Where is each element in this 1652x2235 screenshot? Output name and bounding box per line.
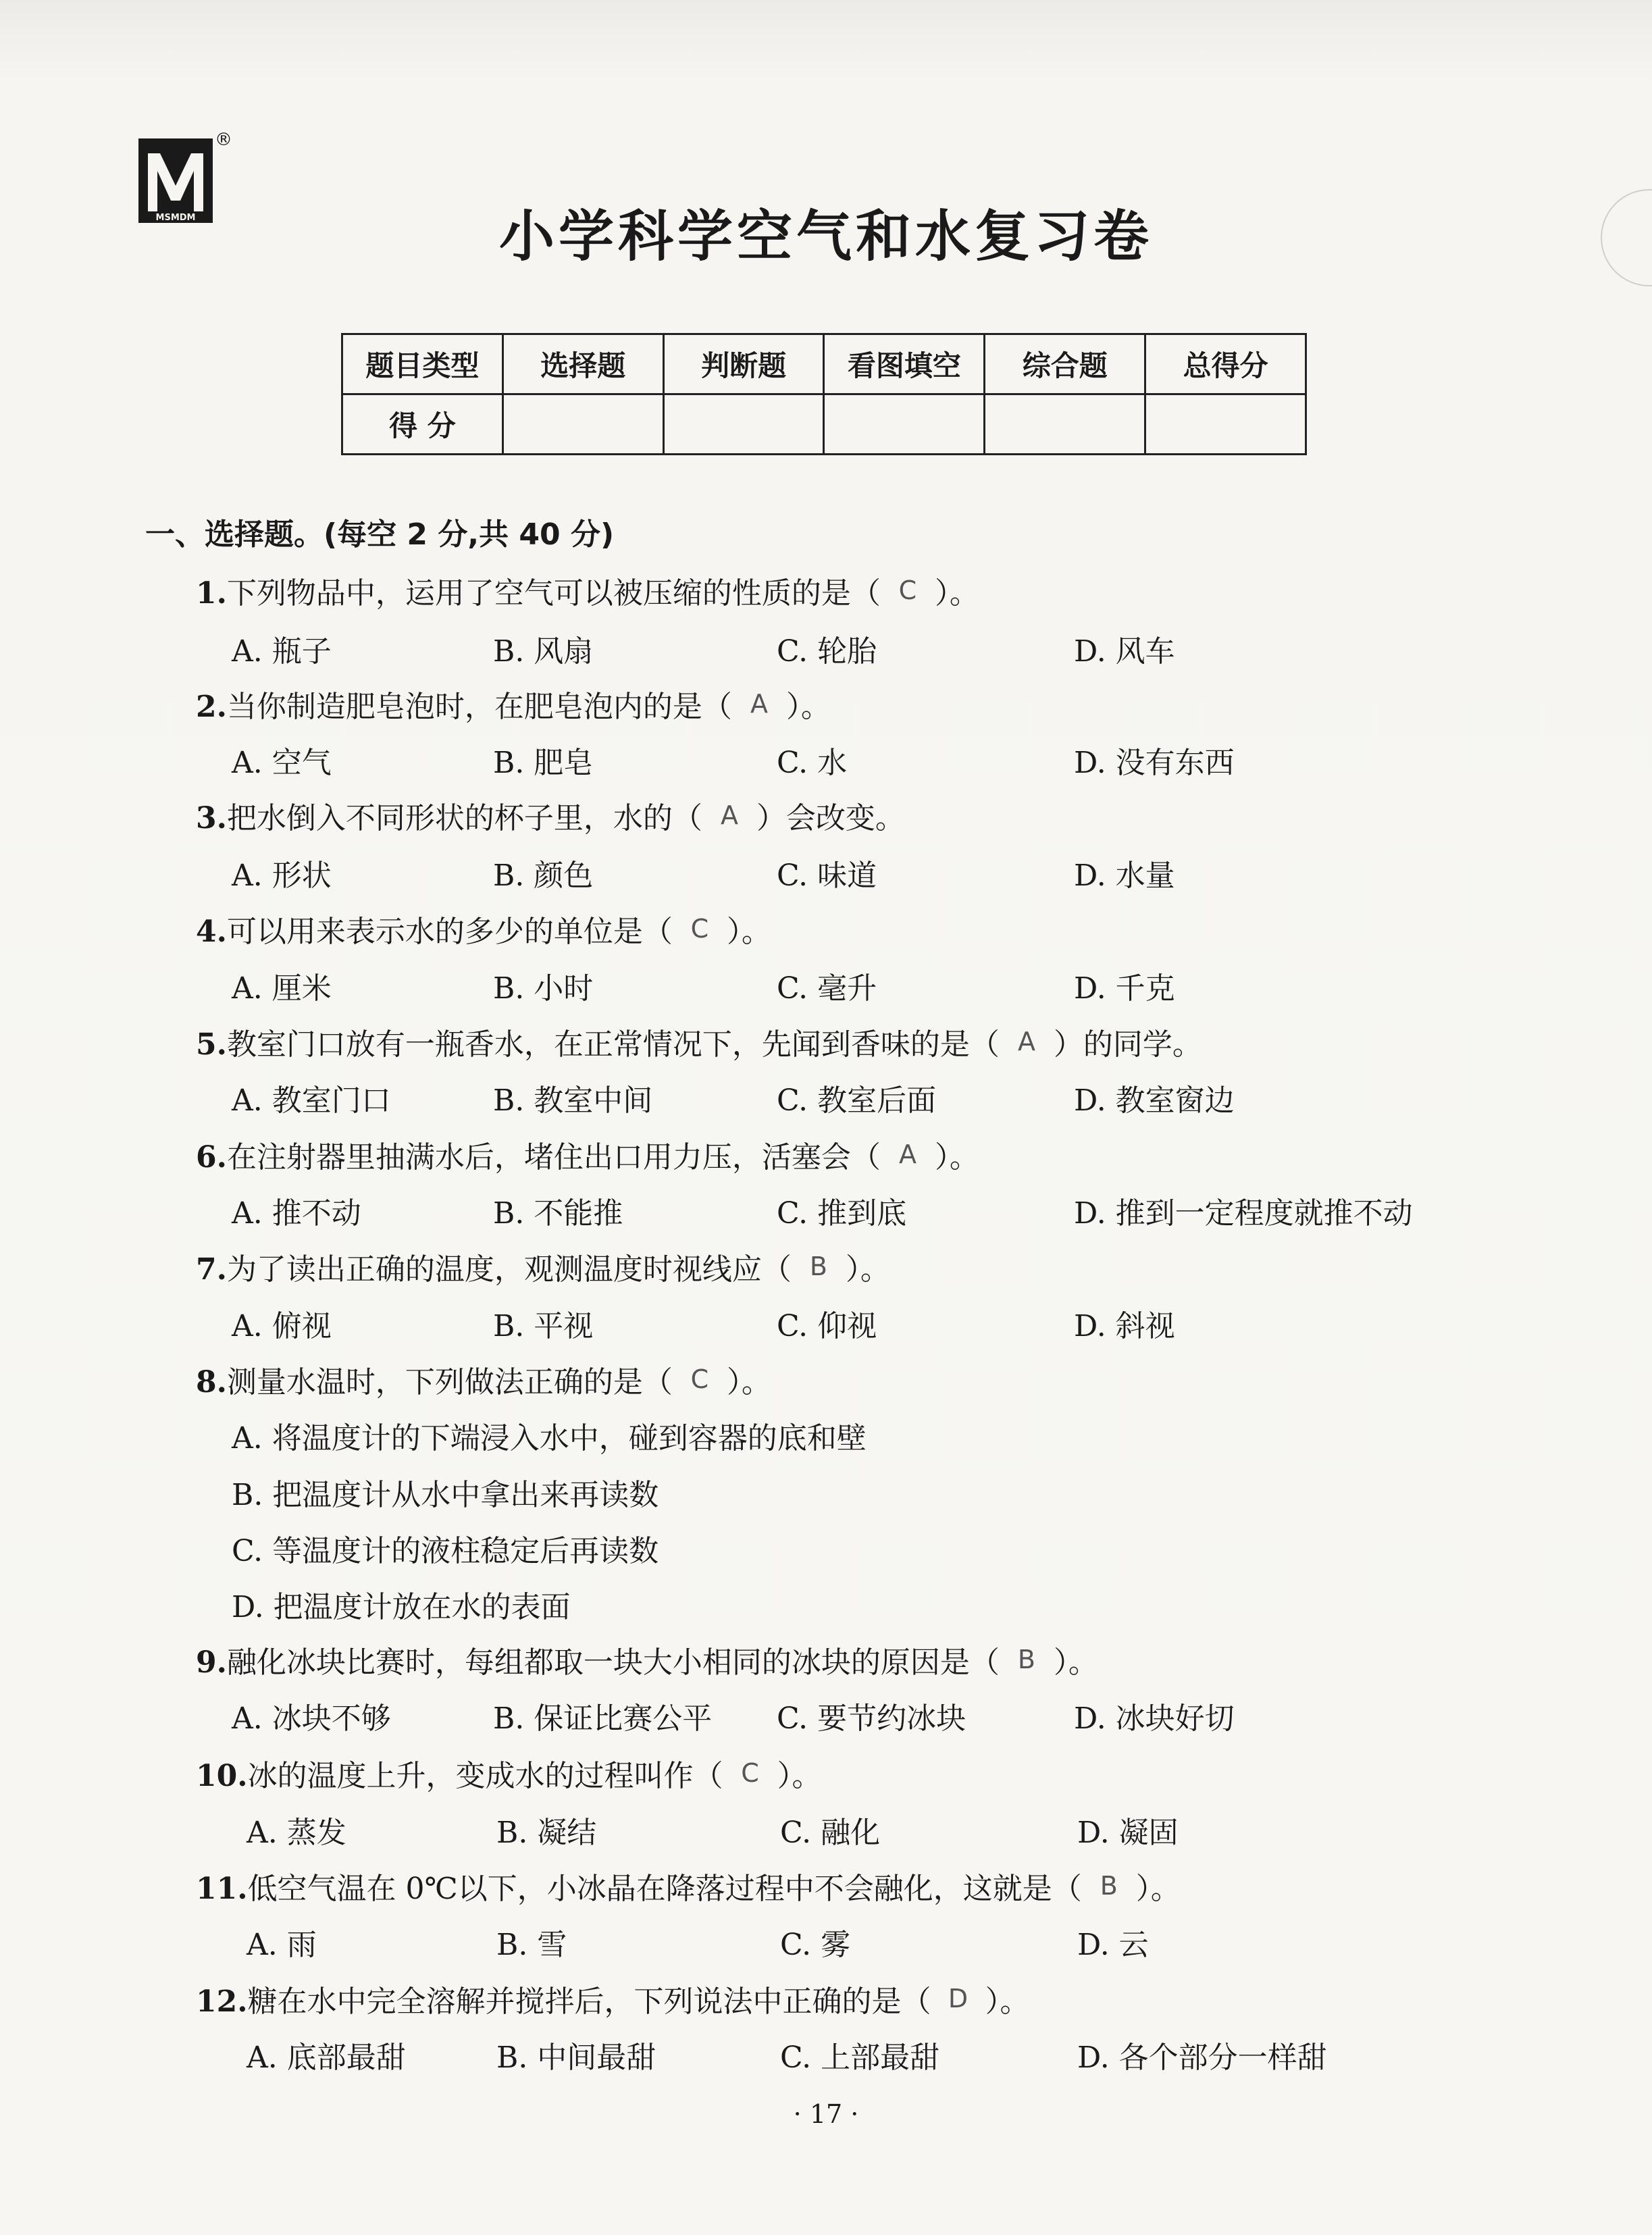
score-row-label: 得 分 — [342, 394, 503, 455]
option-d: D. 冰块好切 — [1074, 1701, 1235, 1736]
question-text: 下列物品中，运用了空气可以被压缩的性质的是（ — [226, 576, 881, 611]
question-text: 当你制造肥皂泡时，在肥皂泡内的是（ — [226, 690, 732, 724]
option-c: C. 推到底 — [777, 1196, 907, 1231]
option-d: D. 风车 — [1074, 634, 1175, 669]
question-6 — [196, 1133, 979, 1176]
score-table-header-row — [342, 334, 1306, 394]
option-d: D. 各个部分一样甜 — [1077, 2040, 1327, 2075]
score-table-score-row — [342, 394, 1306, 455]
answer-mark: A — [720, 800, 738, 830]
option-c: C. 仰视 — [777, 1309, 877, 1343]
option-d: D. 千克 — [1074, 971, 1175, 1006]
option-b: B. 中间最甜 — [496, 2040, 656, 2075]
question-text: 测量水温时，下列做法正确的是（ — [226, 1365, 673, 1399]
section-heading: 一、选择题。(每空 2 分,共 40 分) — [145, 517, 615, 552]
option-d: D. 教室窗边 — [1074, 1083, 1235, 1118]
option-b: B. 平视 — [493, 1309, 594, 1343]
question-text-end: ）。 — [934, 1140, 979, 1175]
question-number: 12. — [196, 1984, 248, 2019]
header-cell: 题目类型 — [342, 334, 503, 394]
option-c: C. 雾 — [780, 1928, 851, 1962]
option-b: B. 保证比赛公平 — [493, 1701, 713, 1736]
answer-mark: B — [1017, 1645, 1035, 1674]
option-a: A. 厘米 — [232, 971, 332, 1006]
header-cell: 总得分 — [1145, 334, 1306, 394]
question-text-end: ）的同学。 — [1053, 1027, 1202, 1062]
question-text-end: ）。 — [934, 576, 979, 611]
option-b: B. 小时 — [493, 971, 594, 1006]
answer-mark: A — [750, 689, 768, 719]
option-a: A. 俯视 — [232, 1309, 332, 1343]
question-number: 9. — [196, 1645, 227, 1680]
question-text: 把水倒入不同形状的杯子里，水的（ — [226, 801, 702, 836]
answer-mark: B — [1100, 1871, 1118, 1901]
question-8 — [196, 1358, 771, 1401]
option-b: B. 把温度计从水中拿出来再读数 — [232, 1478, 659, 1512]
option-b: B. 肥皂 — [493, 746, 594, 780]
question-text-end: ）。 — [1135, 1872, 1181, 1906]
score-table — [341, 333, 1307, 455]
option-c: C. 毫升 — [777, 971, 877, 1006]
option-a: A. 将温度计的下端浸入水中，碰到容器的底和壁 — [232, 1421, 867, 1456]
question-number: 5. — [196, 1027, 227, 1062]
option-c: C. 水 — [777, 746, 848, 780]
option-a: A. 推不动 — [232, 1196, 361, 1231]
header-cell: 综合题 — [985, 334, 1145, 394]
question-text: 低空气温在 0℃以下，小冰晶在降落过程中不会融化，这就是（ — [247, 1872, 1082, 1906]
question-text: 为了读出正确的温度，观测温度时视线应（ — [226, 1252, 792, 1287]
logo-text: MSMDM — [155, 213, 196, 223]
option-a: A. 瓶子 — [232, 634, 332, 669]
option-a: A. 雨 — [247, 1928, 317, 1962]
option-b: B. 不能推 — [493, 1196, 623, 1231]
option-a: A. 形状 — [232, 858, 332, 893]
answer-mark: A — [1017, 1027, 1035, 1056]
question-text-end: ）。 — [845, 1252, 890, 1287]
option-a: A. 空气 — [232, 746, 332, 780]
question-text-end: ）。 — [726, 915, 771, 949]
question-1 — [196, 569, 979, 612]
question-12 — [196, 1977, 1030, 2020]
option-b: B. 教室中间 — [493, 1083, 653, 1118]
option-b: B. 风扇 — [493, 634, 594, 669]
question-text-end: ）。 — [726, 1365, 771, 1399]
question-text-end: ）会改变。 — [756, 801, 905, 836]
question-number: 6. — [196, 1140, 227, 1175]
question-text: 融化冰块比赛时，每组都取一块大小相同的冰块的原因是（ — [226, 1645, 1000, 1680]
option-d: D. 凝固 — [1077, 1816, 1179, 1850]
question-text-end: ）。 — [785, 690, 831, 724]
score-cell[interactable] — [663, 394, 824, 455]
option-c: C. 上部最甜 — [780, 2040, 940, 2075]
option-a: A. 底部最甜 — [247, 2040, 406, 2075]
option-d: D. 推到一定程度就推不动 — [1074, 1196, 1413, 1231]
registered-mark: ® — [215, 130, 232, 150]
answer-mark: C — [690, 914, 709, 944]
answer-mark: C — [741, 1758, 759, 1788]
question-text-end: ）。 — [777, 1759, 822, 1793]
question-5 — [196, 1020, 1202, 1063]
question-text-end: ）。 — [1053, 1645, 1098, 1680]
option-a: A. 教室门口 — [232, 1083, 391, 1118]
option-c: C. 等温度计的液柱稳定后再读数 — [232, 1534, 659, 1568]
score-cell[interactable] — [1145, 394, 1306, 455]
option-b: B. 雪 — [496, 1928, 567, 1962]
answer-mark: A — [898, 1139, 917, 1169]
question-number: 7. — [196, 1252, 227, 1287]
question-3 — [196, 794, 905, 837]
question-text: 教室门口放有一瓶香水，在正常情况下，先闻到香味的是（ — [226, 1027, 1000, 1062]
score-cell[interactable] — [824, 394, 985, 455]
question-text-end: ）。 — [985, 1984, 1030, 2019]
question-10 — [196, 1751, 822, 1795]
option-d: D. 斜视 — [1074, 1309, 1175, 1343]
score-cell[interactable] — [502, 394, 663, 455]
question-number: 1. — [196, 576, 227, 611]
option-a: A. 蒸发 — [247, 1816, 346, 1850]
header-cell: 选择题 — [502, 334, 663, 394]
question-number: 8. — [196, 1365, 227, 1399]
question-text: 糖在水中完全溶解并搅拌后，下列说法中正确的是（ — [247, 1984, 931, 2019]
answer-mark: D — [948, 1984, 969, 2013]
question-text: 可以用来表示水的多少的单位是（ — [226, 915, 673, 949]
question-number: 2. — [196, 690, 227, 724]
option-c: C. 味道 — [777, 858, 877, 893]
score-cell[interactable] — [985, 394, 1145, 455]
page-number: · 17 · — [793, 2099, 859, 2129]
question-text: 冰的温度上升，变成水的过程叫作（ — [247, 1759, 723, 1793]
option-d: D. 把温度计放在水的表面 — [232, 1590, 571, 1624]
option-c: C. 轮胎 — [777, 634, 877, 669]
option-b: B. 凝结 — [496, 1816, 597, 1850]
question-11 — [196, 1864, 1181, 1907]
answer-mark: C — [690, 1364, 709, 1394]
question-7 — [196, 1245, 890, 1288]
question-number: 10. — [196, 1759, 248, 1793]
option-d: D. 云 — [1077, 1928, 1149, 1962]
question-number: 3. — [196, 801, 227, 836]
option-b: B. 颜色 — [493, 858, 594, 893]
question-2 — [196, 682, 831, 725]
question-number: 4. — [196, 915, 227, 949]
question-number: 11. — [196, 1872, 248, 1906]
option-d: D. 水量 — [1074, 858, 1175, 893]
answer-mark: B — [809, 1252, 827, 1281]
question-text: 在注射器里抽满水后，堵住出口用力压，活塞会（ — [226, 1140, 881, 1175]
question-9 — [196, 1638, 1098, 1681]
option-a: A. 冰块不够 — [232, 1701, 391, 1736]
option-d: D. 没有东西 — [1074, 746, 1235, 780]
page-title: 小学科学空气和水复习卷 — [498, 205, 1153, 269]
header-cell: 判断题 — [663, 334, 824, 394]
option-c: C. 教室后面 — [777, 1083, 937, 1118]
question-4 — [196, 907, 771, 950]
option-c: C. 要节约冰块 — [777, 1701, 966, 1736]
header-cell: 看图填空 — [824, 334, 985, 394]
option-c: C. 融化 — [780, 1816, 881, 1850]
answer-mark: C — [898, 575, 917, 605]
